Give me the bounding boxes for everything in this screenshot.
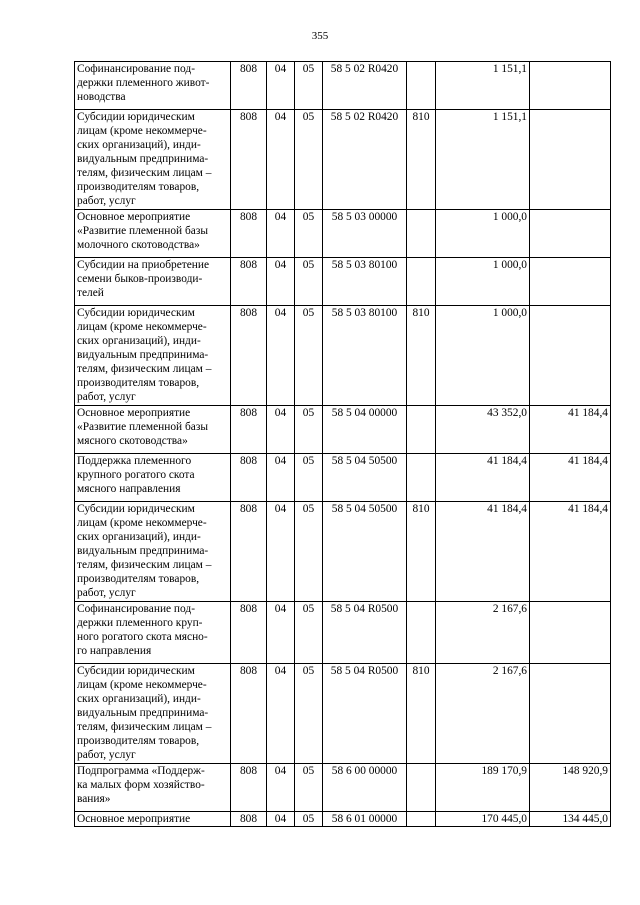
- subsection-code: 05: [295, 502, 323, 602]
- table-row: [75, 406, 611, 454]
- section-code: 04: [267, 502, 295, 602]
- amount-year1: 170 445,0: [436, 812, 530, 827]
- amount-year2: 41 184,4: [530, 502, 611, 602]
- target-article: 58 5 04 R0500: [323, 602, 407, 664]
- budget-table: [74, 61, 611, 827]
- table-row: [75, 764, 611, 812]
- row-name: Основное мероприятие «Развитие племенной базы мясного скотоводства»: [75, 406, 231, 454]
- amount-year1: 2 167,6: [436, 602, 530, 664]
- ministry-code: 808: [231, 812, 267, 827]
- amount-year1: 2 167,6: [436, 664, 530, 764]
- expense-type: 810: [407, 502, 436, 602]
- table-row: [75, 306, 611, 406]
- expense-type: [407, 812, 436, 827]
- ministry-code: 808: [231, 602, 267, 664]
- amount-year1: 1 000,0: [436, 306, 530, 406]
- amount-year2: [530, 664, 611, 764]
- ministry-code: 808: [231, 764, 267, 812]
- expense-type: [407, 602, 436, 664]
- table-row: [75, 602, 611, 664]
- ministry-code: 808: [231, 210, 267, 258]
- section-code: 04: [267, 210, 295, 258]
- amount-year1: 1 151,1: [436, 62, 530, 110]
- amount-year1: 189 170,9: [436, 764, 530, 812]
- expense-type: 810: [407, 664, 436, 764]
- ministry-code: 808: [231, 454, 267, 502]
- subsection-code: 05: [295, 306, 323, 406]
- target-article: 58 5 04 00000: [323, 406, 407, 454]
- section-code: 04: [267, 62, 295, 110]
- amount-year1: 41 184,4: [436, 454, 530, 502]
- subsection-code: 05: [295, 602, 323, 664]
- expense-type: 810: [407, 306, 436, 406]
- subsection-code: 05: [295, 62, 323, 110]
- row-name: Субсидии юридическим лицам (кроме некоммерче- ских организаций), инди- видуальным предпринима- телям, физическим лицам – производителям товаров, работ, услуг: [75, 664, 231, 764]
- amount-year1: 41 184,4: [436, 502, 530, 602]
- row-name: Подпрограмма «Поддерж- ка малых форм хозяйство- вания»: [75, 764, 231, 812]
- table-row: [75, 210, 611, 258]
- target-article: 58 5 04 50500: [323, 454, 407, 502]
- target-article: 58 6 01 00000: [323, 812, 407, 827]
- section-code: 04: [267, 602, 295, 664]
- amount-year1: 1 000,0: [436, 258, 530, 306]
- subsection-code: 05: [295, 110, 323, 210]
- page-number: 355: [311, 30, 329, 42]
- ministry-code: 808: [231, 62, 267, 110]
- section-code: 04: [267, 454, 295, 502]
- table-row: [75, 502, 611, 602]
- amount-year2: 41 184,4: [530, 406, 611, 454]
- subsection-code: 05: [295, 258, 323, 306]
- target-article: 58 5 03 80100: [323, 258, 407, 306]
- table-row: [75, 812, 611, 827]
- row-name: Поддержка племенного крупного рогатого скота мясного направления: [75, 454, 231, 502]
- amount-year2: 41 184,4: [530, 454, 611, 502]
- target-article: 58 5 02 R0420: [323, 110, 407, 210]
- expense-type: 810: [407, 110, 436, 210]
- expense-type: [407, 210, 436, 258]
- row-name: Субсидии юридическим лицам (кроме некоммерче- ских организаций), инди- видуальным предпринима- телям, физическим лицам – производителям товаров, работ, услуг: [75, 306, 231, 406]
- subsection-code: 05: [295, 764, 323, 812]
- amount-year2: [530, 62, 611, 110]
- section-code: 04: [267, 306, 295, 406]
- expense-type: [407, 454, 436, 502]
- table-row: [75, 664, 611, 764]
- amount-year2: [530, 306, 611, 406]
- target-article: 58 5 04 50500: [323, 502, 407, 602]
- expense-type: [407, 62, 436, 110]
- ministry-code: 808: [231, 258, 267, 306]
- row-name: Основное мероприятие: [75, 812, 231, 827]
- amount-year2: 148 920,9: [530, 764, 611, 812]
- ministry-code: 808: [231, 406, 267, 454]
- expense-type: [407, 258, 436, 306]
- subsection-code: 05: [295, 812, 323, 827]
- row-name: Субсидии юридическим лицам (кроме некоммерче- ских организаций), инди- видуальным предпринима- телям, физическим лицам – производителям товаров, работ, услуг: [75, 110, 231, 210]
- ministry-code: 808: [231, 306, 267, 406]
- ministry-code: 808: [231, 664, 267, 764]
- amount-year2: [530, 110, 611, 210]
- table-row: [75, 110, 611, 210]
- ministry-code: 808: [231, 502, 267, 602]
- target-article: 58 6 00 00000: [323, 764, 407, 812]
- target-article: 58 5 02 R0420: [323, 62, 407, 110]
- amount-year1: 1 000,0: [436, 210, 530, 258]
- table-row: [75, 258, 611, 306]
- row-name: Субсидии на приобретение семени быков-производи- телей: [75, 258, 231, 306]
- amount-year2: [530, 258, 611, 306]
- table-row: [75, 454, 611, 502]
- target-article: 58 5 03 00000: [323, 210, 407, 258]
- subsection-code: 05: [295, 664, 323, 764]
- amount-year1: 43 352,0: [436, 406, 530, 454]
- section-code: 04: [267, 110, 295, 210]
- subsection-code: 05: [295, 406, 323, 454]
- amount-year1: 1 151,1: [436, 110, 530, 210]
- expense-type: [407, 764, 436, 812]
- ministry-code: 808: [231, 110, 267, 210]
- section-code: 04: [267, 258, 295, 306]
- row-name: Софинансирование под- держки племенного живот- новодства: [75, 62, 231, 110]
- row-name: Софинансирование под- держки племенного круп- ного рогатого скота мясно- го направления: [75, 602, 231, 664]
- target-article: 58 5 03 80100: [323, 306, 407, 406]
- amount-year2: 134 445,0: [530, 812, 611, 827]
- section-code: 04: [267, 764, 295, 812]
- amount-year2: [530, 602, 611, 664]
- amount-year2: [530, 210, 611, 258]
- target-article: 58 5 04 R0500: [323, 664, 407, 764]
- subsection-code: 05: [295, 454, 323, 502]
- expense-type: [407, 406, 436, 454]
- subsection-code: 05: [295, 210, 323, 258]
- row-name: Основное мероприятие «Развитие племенной базы молочного скотоводства»: [75, 210, 231, 258]
- section-code: 04: [267, 664, 295, 764]
- section-code: 04: [267, 812, 295, 827]
- table-row: [75, 62, 611, 110]
- section-code: 04: [267, 406, 295, 454]
- row-name: Субсидии юридическим лицам (кроме некоммерче- ских организаций), инди- видуальным предпринима- телям, физическим лицам – производителям товаров, работ, услуг: [75, 502, 231, 602]
